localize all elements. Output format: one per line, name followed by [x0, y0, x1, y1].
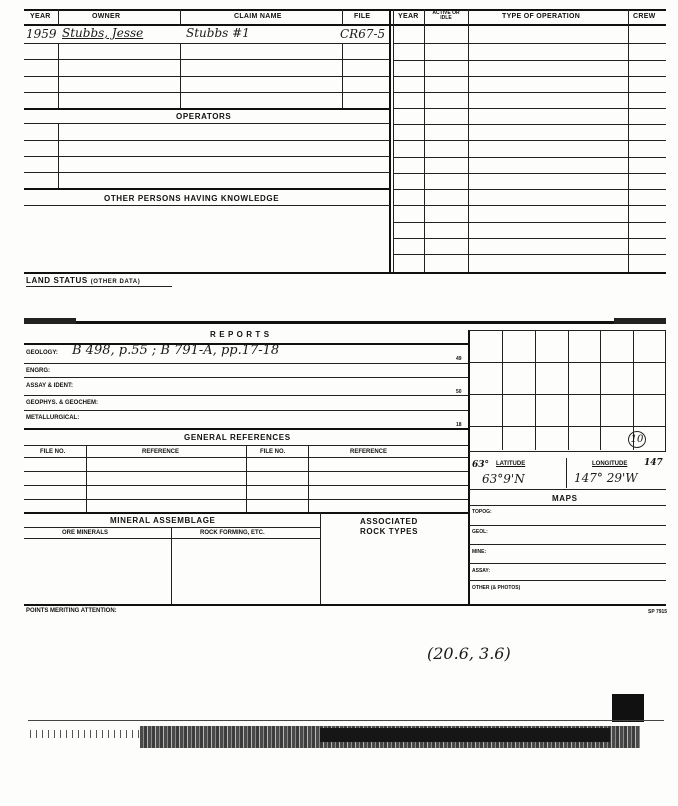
- row-line: [394, 76, 666, 77]
- row-line: [394, 60, 666, 61]
- divider: [308, 445, 309, 512]
- row-number: 50: [456, 389, 462, 395]
- grid-line: [535, 330, 536, 450]
- header-file: FILE: [354, 13, 371, 20]
- row-line: [469, 563, 666, 564]
- underline: [26, 286, 172, 287]
- rule: [24, 604, 666, 606]
- divider: [171, 527, 172, 604]
- mineral-assemblage-heading: MINERAL ASSEMBLAGE: [110, 516, 216, 525]
- scan-smear-dark: [320, 728, 610, 742]
- land-status-note: (OTHER DATA): [90, 279, 141, 285]
- row-line: [469, 580, 666, 581]
- row-line: [394, 124, 666, 125]
- divider: [246, 445, 247, 512]
- geology-label: GEOLOGY:: [26, 350, 58, 356]
- reports-title: R E P O R T S: [210, 330, 270, 339]
- row-line: [24, 59, 390, 60]
- row-line: [24, 92, 390, 93]
- row-line: [24, 43, 390, 44]
- row-line: [24, 527, 320, 528]
- grid-line: [469, 362, 665, 363]
- entry-file: CR67-5: [340, 27, 386, 41]
- row-line: [24, 156, 390, 157]
- divider: [320, 512, 321, 604]
- black-block: [612, 694, 644, 722]
- lat-prefix: 63°: [472, 460, 490, 470]
- circled-number: 10: [628, 431, 646, 448]
- divider: [424, 9, 425, 274]
- row-number: 49: [456, 356, 462, 362]
- grid-line: [502, 330, 503, 450]
- general-references-heading: GENERAL REFERENCES: [184, 433, 291, 442]
- row-line: [24, 172, 390, 173]
- row-line: [394, 43, 666, 44]
- row-line: [394, 92, 666, 93]
- land-status-label: LAND STATUS: [26, 276, 88, 285]
- header-year: YEAR: [30, 13, 51, 20]
- handwritten-coordinates: (20.6, 3.6): [427, 644, 511, 663]
- maps-mine: MINE:: [472, 549, 487, 555]
- row-number: 18: [456, 422, 462, 428]
- row-line: [394, 157, 666, 158]
- smudge: [24, 318, 76, 324]
- divider: [86, 445, 87, 512]
- rule: [24, 9, 666, 11]
- row-line: [394, 238, 666, 239]
- long-suffix: 147: [644, 458, 663, 468]
- maps-assay: ASSAY:: [472, 568, 491, 574]
- grid-line: [469, 394, 665, 395]
- form-code: SP 7915: [648, 609, 668, 615]
- rock-types-heading: ROCK TYPES: [360, 527, 419, 536]
- maps-geol: GEOL:: [472, 529, 488, 535]
- divider: [342, 43, 343, 108]
- row-line: [24, 76, 390, 77]
- ref-header-reference: REFERENCE: [142, 449, 180, 455]
- divider: [468, 9, 469, 274]
- row-line: [24, 410, 468, 411]
- center-divider: [389, 9, 391, 274]
- latitude-label: LATITUDE: [496, 461, 526, 467]
- row-line: [24, 140, 390, 141]
- row-line: [24, 123, 390, 124]
- longitude-label: LONGITUDE: [592, 461, 628, 467]
- grid-line: [568, 330, 569, 450]
- center-divider: [393, 9, 394, 274]
- row-line: [469, 544, 666, 545]
- entry-claim-name: Stubbs #1: [186, 26, 250, 40]
- row-line: [24, 377, 468, 378]
- ref-header-file-no: FILE NO.: [40, 449, 66, 455]
- latitude-value: 63°9'N: [482, 472, 525, 486]
- divider: [58, 9, 59, 25]
- header-type-of-operation: TYPE OF OPERATION: [502, 13, 581, 20]
- divider: [628, 9, 629, 274]
- row-line: [24, 538, 320, 539]
- assay-label: ASSAY & IDENT:: [26, 383, 74, 389]
- maps-other: OTHER (& PHOTOS): [472, 585, 521, 591]
- operators-heading: OPERATORS: [176, 112, 232, 121]
- header-crew: CREW: [633, 13, 656, 20]
- rock-forming-label: ROCK FORMING, ETC.: [200, 530, 265, 536]
- header-active-idle: ACTIVE OR IDLE: [432, 10, 460, 21]
- ore-minerals-label: ORE MINERALS: [62, 530, 109, 536]
- row-line: [394, 189, 666, 190]
- row-line: [394, 205, 666, 206]
- land-status-heading: [26, 276, 140, 285]
- entry-year: 1959: [26, 27, 57, 41]
- row-line: [394, 108, 666, 109]
- row-line: [469, 505, 666, 506]
- entry-owner: Stubbs, Jesse: [62, 26, 144, 40]
- longitude-value: 147° 29'W: [574, 471, 638, 485]
- row-line: [24, 363, 468, 364]
- row-line: [24, 395, 468, 396]
- smudge: [614, 318, 666, 324]
- scan-speckle: [30, 730, 140, 738]
- rule: [24, 428, 468, 430]
- row-line: [24, 205, 390, 206]
- row-line: [394, 254, 666, 255]
- row-line: [469, 525, 666, 526]
- divider: [342, 9, 343, 25]
- header-owner: OWNER: [92, 13, 121, 20]
- divider: [58, 43, 59, 108]
- rule: [24, 321, 666, 324]
- other-persons-heading: OTHER PERSONS HAVING KNOWLEDGE: [104, 194, 280, 203]
- row-line: [394, 140, 666, 141]
- rule: [24, 108, 390, 110]
- maps-topog: TOPOG:: [472, 509, 492, 515]
- divider: [180, 43, 181, 108]
- points-meriting-attention: POINTS MERITING ATTENTION:: [26, 608, 117, 614]
- scan-line: [28, 720, 664, 721]
- engrg-label: ENGRG:: [26, 368, 50, 374]
- grid-line: [469, 426, 665, 427]
- rule: [24, 188, 390, 190]
- divider: [180, 9, 181, 25]
- rule: [24, 272, 666, 274]
- header-claim-name: CLAIM NAME: [234, 13, 282, 20]
- header-year-right: YEAR: [398, 13, 419, 20]
- row-line: [394, 173, 666, 174]
- associated-heading: ASSOCIATED: [360, 517, 418, 526]
- rule: [24, 512, 468, 514]
- ref-header-reference-2: REFERENCE: [350, 449, 388, 455]
- row-line: [469, 489, 666, 490]
- maps-heading: MAPS: [552, 494, 578, 503]
- ref-header-file-no-2: FILE NO.: [260, 449, 286, 455]
- row-line: [394, 222, 666, 223]
- geology-value: B 498, p.55 ; B 791-A, pp.17-18: [72, 343, 280, 358]
- grid-line: [600, 330, 601, 450]
- metallurgical-label: METALLURGICAL:: [26, 415, 80, 421]
- divider: [566, 458, 567, 488]
- geophys-label: GEOPHYS. & GEOCHEM:: [26, 400, 99, 406]
